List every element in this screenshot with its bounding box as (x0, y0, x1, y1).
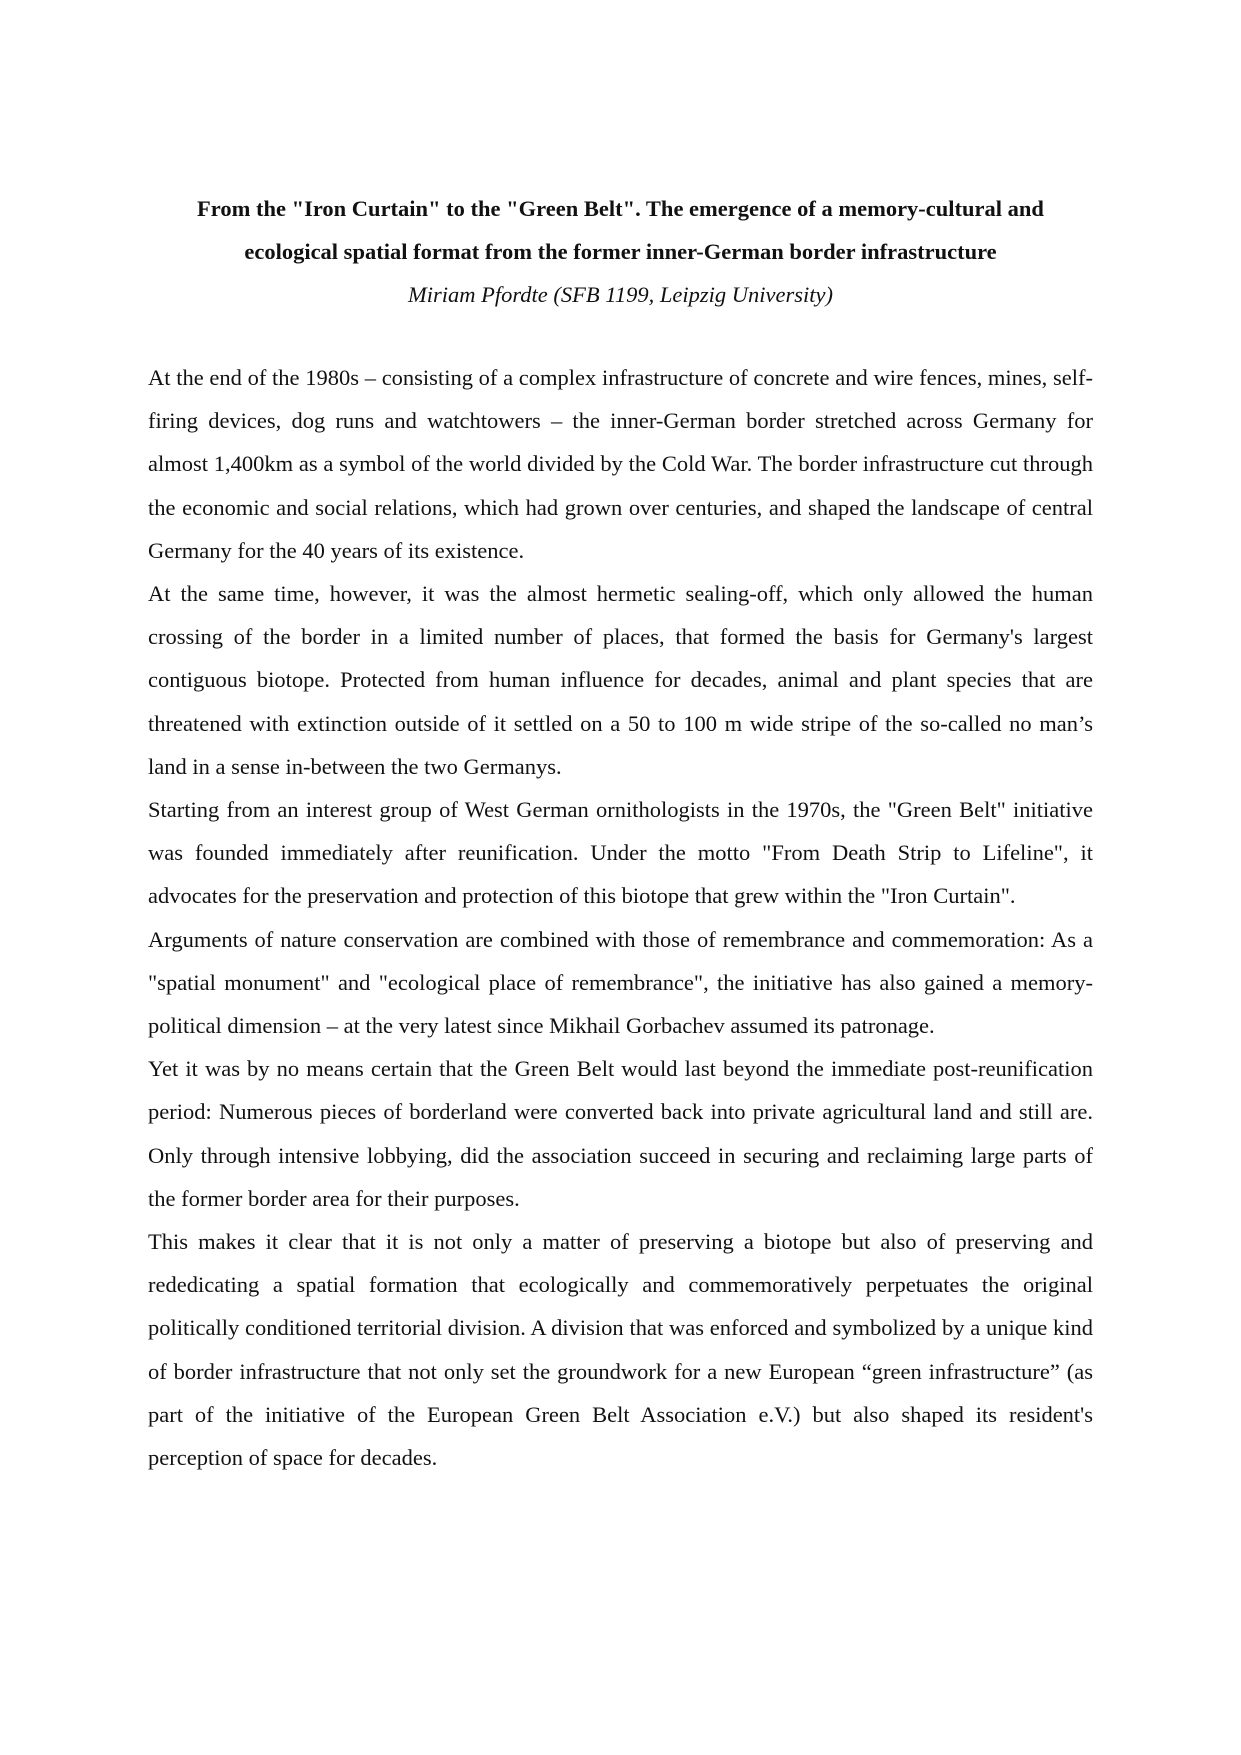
document-title (148, 187, 1093, 273)
author-affiliation: Miriam Pfordte (SFB 1199, Leipzig University) (408, 282, 833, 307)
document-header (148, 187, 1093, 316)
paragraph-6: This makes it clear that it is not only a matter of preserving a biotope but also of preserving and rededicating a spatial formation that ecologically and commemoratively perpetuates the original politically conditioned territorial division. A division that was enforced and symbolized by a unique kind of border infrastructure that not only set the groundwork for a new European “green infrastructure” (as part of the initiative of the European Green Belt Association e.V.) but also shaped its resident's perception of space for decades. (148, 1229, 1093, 1471)
document-body (148, 356, 1093, 1479)
paragraph-1: At the end of the 1980s – consisting of a complex infrastructure of concrete and wire fences, mines, self-firing devices, dog runs and watchtowers – the inner-German border stretched across Germany for almost 1,400km as a symbol of the world divided by the Cold War. The border infrastructure cut through the economic and social relations, which had grown over centuries, and shaped the landscape of central Germany for the 40 years of its existence. (148, 365, 1093, 563)
title-line-1: From the "Iron Curtain" to the "Green Belt". The emergence of a memory-cultural and (197, 196, 1044, 221)
title-line-2: ecological spatial format from the former inner-German border infrastructure (244, 239, 997, 264)
paragraph-5: Yet it was by no means certain that the Green Belt would last beyond the immediate post-reunification period: Numerous pieces of borderland were converted back into private agricultural land and still are. Only through intensive lobbying, did the association succeed in securing and reclaiming large parts of the former border area for their purposes. (148, 1056, 1093, 1211)
paragraph-4: Arguments of nature conservation are combined with those of remembrance and commemoration: As a "spatial monument" and "ecological place of remembrance", the initiative has also gained a memory-political dimension – at the very latest since Mikhail Gorbachev assumed its patronage. (148, 926, 1093, 1039)
paragraph-2: At the same time, however, it was the almost hermetic sealing-off, which only allowed the human crossing of the border in a limited number of places, that formed the basis for Germany's largest contiguous biotope. Protected from human influence for decades, animal and plant species that are threatened with extinction outside of it settled on a 50 to 100 m wide stripe of the so-called no man’s land in a sense in-between the two Germanys. (148, 581, 1093, 779)
paragraph-3: Starting from an interest group of West German ornithologists in the 1970s, the "Green Belt" initiative was founded immediately after reunification. Under the motto "From Death Strip to Lifeline", it advocates for the preservation and protection of this biotope that grew within the "Iron Curtain". (148, 797, 1093, 909)
